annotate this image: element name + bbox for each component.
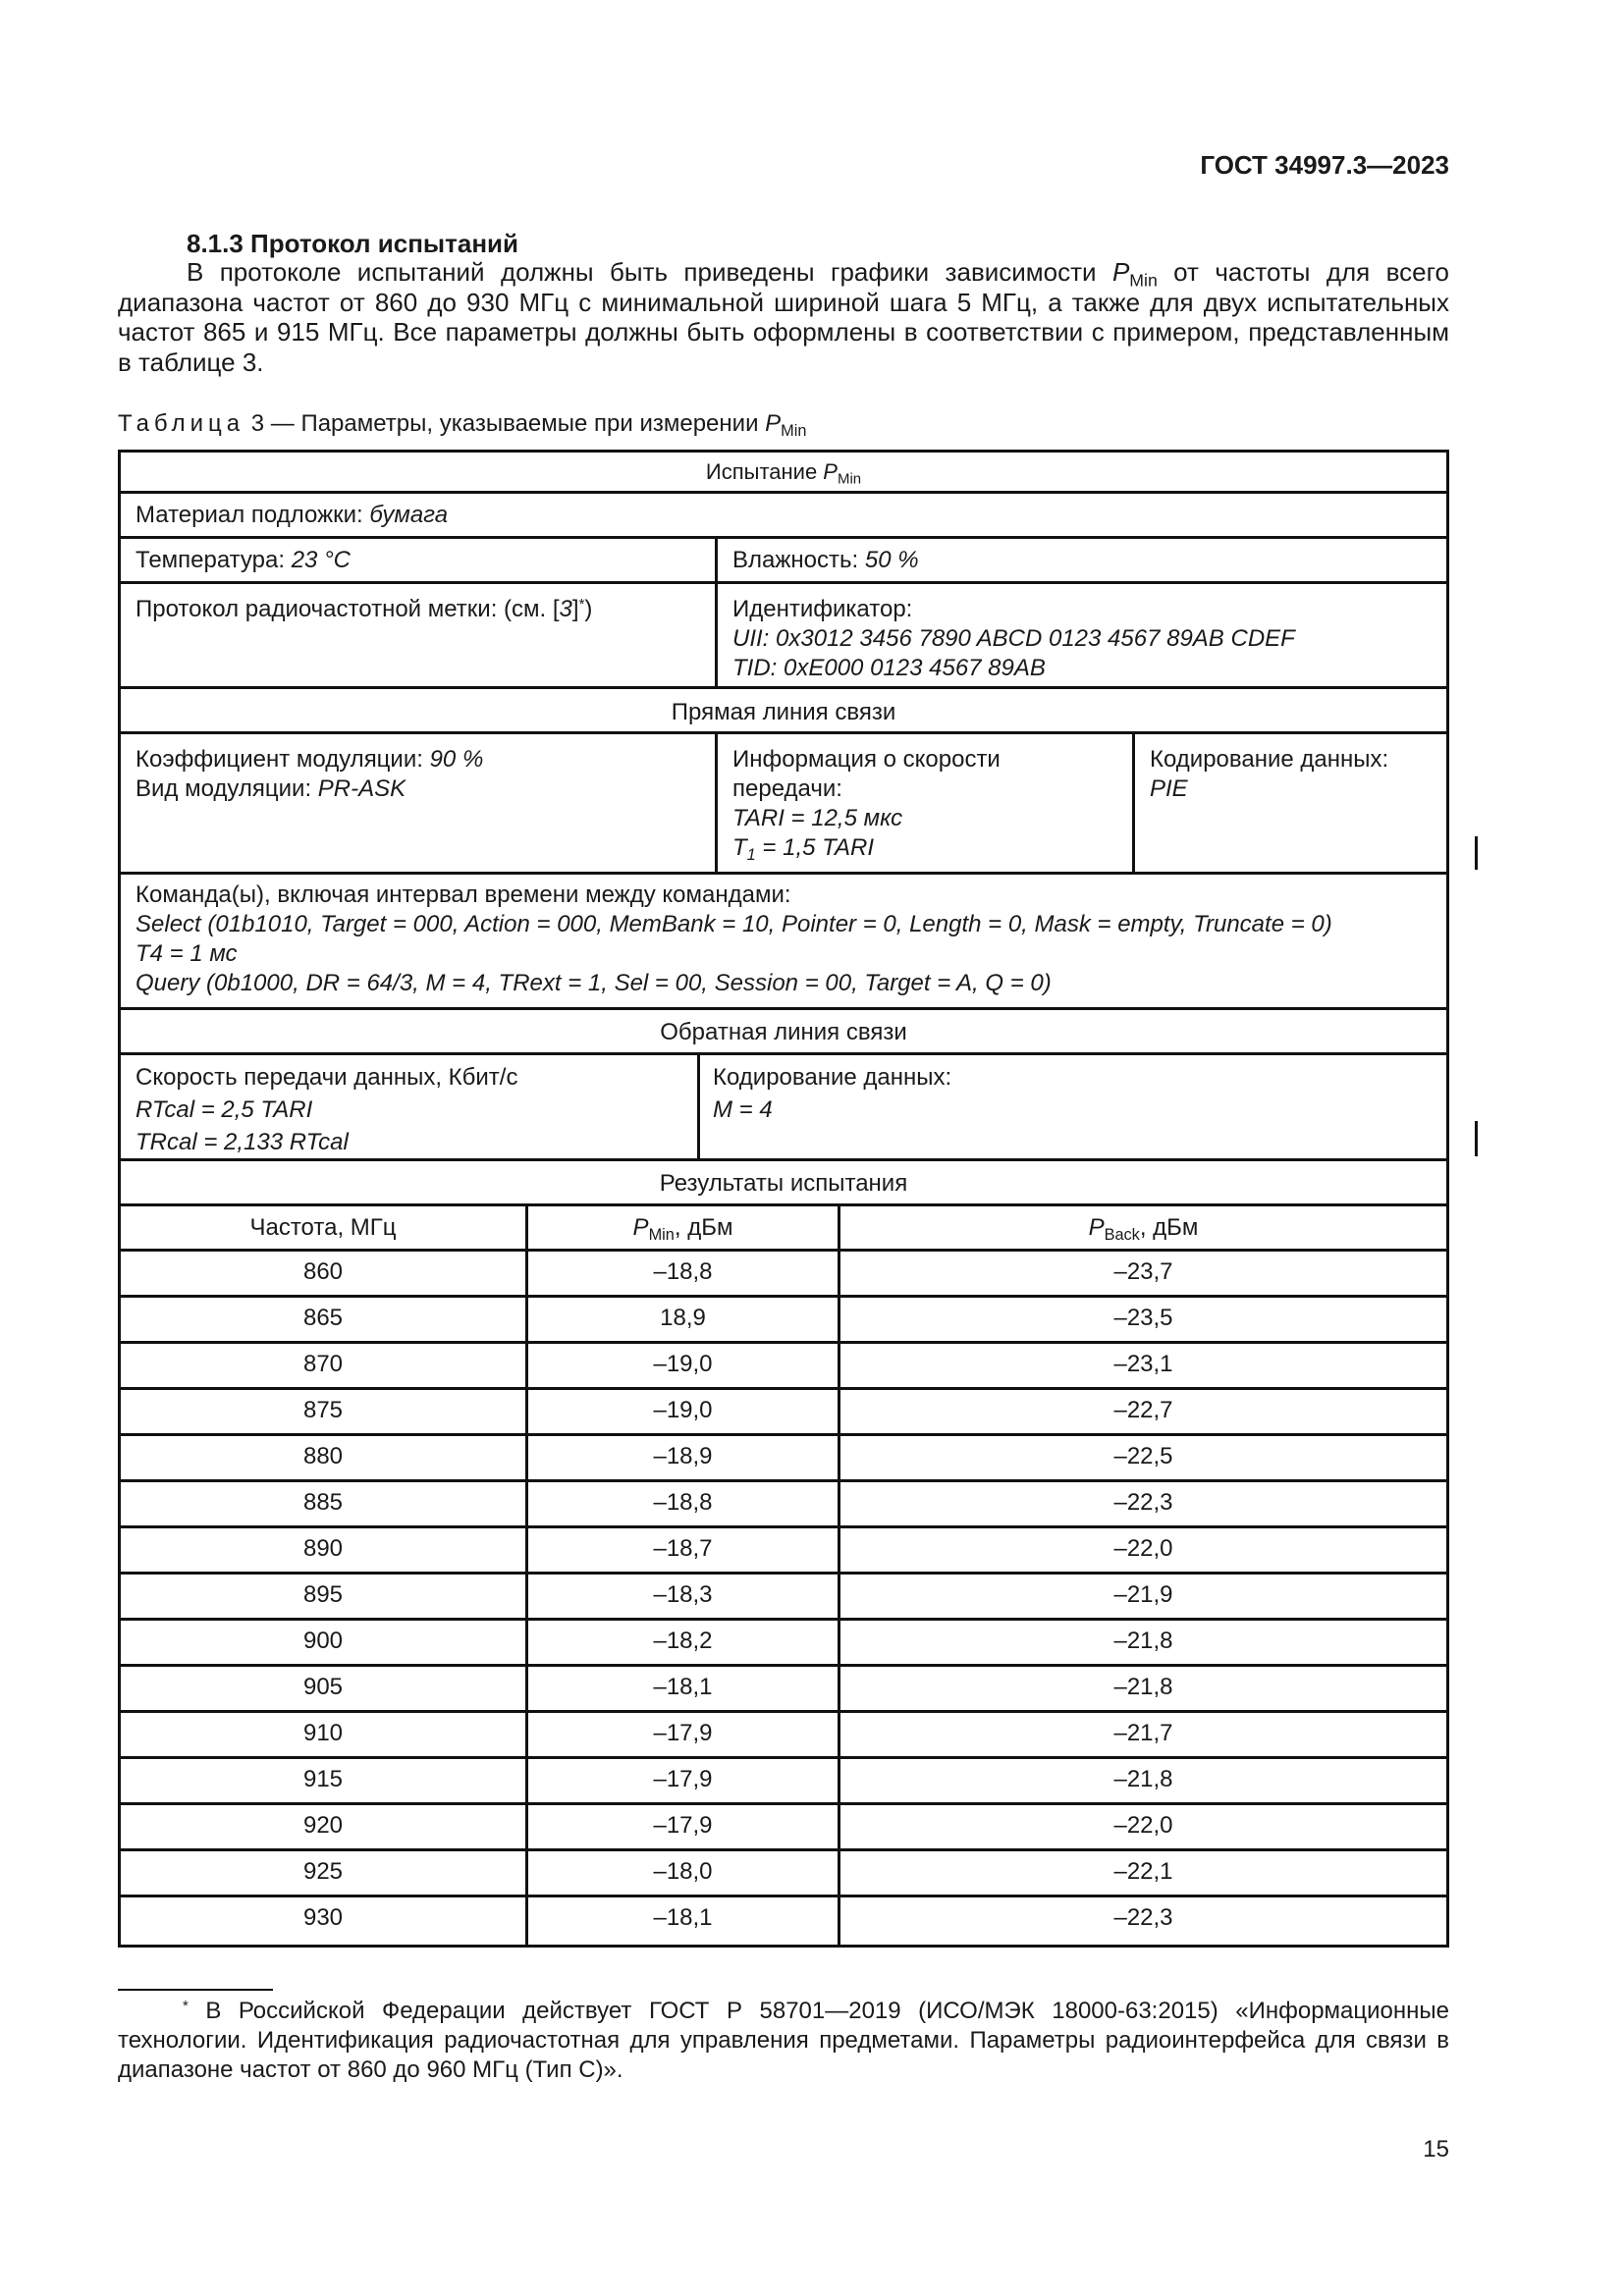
table-rule	[121, 1158, 1446, 1161]
protocol-cell: Протокол радиочастотной метки: (см. [3]*)	[135, 596, 593, 622]
reverse-coding-cell: Кодирование данных: M = 4	[713, 1064, 952, 1123]
caption-p-subscript: Min	[781, 421, 807, 440]
pback-cell: –21,7	[1113, 1720, 1173, 1746]
pmin-cell: –18,2	[653, 1628, 713, 1654]
table-rule	[121, 1710, 1446, 1713]
results-title: Результаты испытания	[659, 1170, 908, 1197]
para-part1: В протоколе испытаний должны быть приведены графики зависимости	[187, 257, 1112, 287]
pmin-cell: –18,8	[653, 1489, 713, 1516]
pback-cell: –22,0	[1113, 1535, 1173, 1562]
table-rule	[121, 1295, 1446, 1298]
temperature-cell: Температура: 23 °C	[135, 547, 351, 573]
pback-cell: –22,1	[1113, 1858, 1173, 1885]
pmin-cell: –18,9	[653, 1443, 713, 1469]
pback-cell: –23,5	[1113, 1305, 1173, 1331]
frequency-cell: 890	[302, 1535, 344, 1562]
document-code: ГОСТ 34997.3—2023	[1200, 150, 1449, 180]
pback-cell: –22,3	[1113, 1904, 1173, 1931]
pback-cell: –23,1	[1113, 1351, 1173, 1377]
table-rule	[121, 1802, 1446, 1805]
humidity-cell: Влажность: 50 %	[732, 547, 919, 573]
pback-cell: –21,9	[1113, 1581, 1173, 1608]
table-rule	[121, 1756, 1446, 1759]
pmin-cell: 18,9	[660, 1305, 706, 1331]
parameters-table	[118, 450, 1449, 1948]
frequency-cell: 880	[302, 1443, 344, 1469]
forward-link-title: Прямая линия связи	[671, 699, 896, 725]
caption-p-symbol: P	[765, 410, 782, 437]
pback-cell: –22,5	[1113, 1443, 1173, 1469]
change-bar	[1475, 1121, 1478, 1156]
frequency-cell: 865	[302, 1305, 344, 1331]
table-rule	[121, 686, 1446, 689]
pmin-cell: –17,9	[653, 1812, 713, 1839]
caption-word: Таблица	[118, 410, 245, 437]
table-rule	[121, 491, 1446, 494]
table-rule	[121, 1572, 1446, 1575]
p-subscript: Min	[1129, 270, 1158, 291]
frequency-cell: 900	[302, 1628, 344, 1654]
table-rule	[715, 536, 718, 686]
table-rule	[121, 1052, 1446, 1055]
frequency-cell: 930	[302, 1904, 344, 1931]
table-rule	[121, 536, 1446, 539]
table-rule	[121, 1433, 1446, 1436]
footnote-rule	[118, 1989, 273, 1991]
modulation-cell: Коэффициент модуляции: 90 % Вид модуляции: PR-ASK	[135, 746, 484, 802]
pmin-cell: –18,1	[653, 1904, 713, 1931]
table-rule	[121, 581, 1446, 584]
footnote-ref: *	[578, 596, 585, 613]
reverse-rate-cell: Скорость передачи данных, Кбит/с RTcal = 2,5 TARI TRcal = 2,133 RTcal	[135, 1064, 518, 1155]
frequency-cell: 870	[302, 1351, 344, 1377]
table-rule	[121, 1341, 1446, 1344]
table-rule	[121, 1479, 1446, 1482]
identifier-cell: Идентификатор: UII: 0x3012 3456 7890 ABCD 0123 4567 89AB CDEF TID: 0xE000 0123 4567 89AB	[732, 596, 1295, 681]
frequency-cell: 875	[302, 1397, 344, 1423]
frequency-cell: 915	[302, 1766, 344, 1792]
table-rule	[121, 872, 1446, 875]
pback-cell: –22,0	[1113, 1812, 1173, 1839]
pmin-cell: –19,0	[653, 1397, 713, 1423]
pback-cell: –21,8	[1113, 1766, 1173, 1792]
table-rule	[121, 1664, 1446, 1667]
footnote-text: В Российской Федерации действует ГОСТ Р 58701—2019 (ИСО/МЭК 18000-63:2015) «Информационные технологии. Идентификация радиочастотная для управления предметами. Параметры радиоинтерфейса для связи в диапазоне частот от 860 до 960 МГц (Тип С)».	[118, 1998, 1449, 2083]
pback-cell: –22,7	[1113, 1397, 1173, 1423]
pback-cell: –22,3	[1113, 1489, 1173, 1516]
forward-coding-cell: Кодирование данных: PIE	[1150, 746, 1389, 802]
column-header-frequency: Частота, МГц	[249, 1214, 397, 1241]
pback-cell: –23,7	[1113, 1258, 1173, 1285]
p-symbol: P	[1111, 257, 1130, 287]
section-heading: 8.1.3 Протокол испытаний	[187, 229, 518, 258]
table-rule	[121, 1525, 1446, 1528]
table-caption	[118, 410, 806, 438]
table-rule	[121, 1895, 1446, 1897]
change-bar	[1475, 836, 1478, 870]
frequency-cell: 910	[302, 1720, 344, 1746]
column-header-pmin: $P_{Min}$, дБм	[632, 1214, 733, 1244]
reverse-link-title: Обратная линия связи	[660, 1019, 907, 1045]
frequency-cell: 925	[302, 1858, 344, 1885]
caption-rest: 3 — Параметры, указываемые при измерении	[244, 410, 766, 437]
frequency-cell: 885	[302, 1489, 344, 1516]
table-rule	[121, 731, 1446, 734]
pmin-cell: –18,3	[653, 1581, 713, 1608]
pmin-cell: –19,0	[653, 1351, 713, 1377]
para-part2: от частоты для всего диапазона частот от 860 до 930 МГц с минимальной шириной шага 5 МГц, а также для двух испытательных частот 865 и 915 МГц. Все параметры должны быть оформлены в соответствии с примером, представленным в таблице 3.	[118, 257, 1449, 378]
pmin-cell: –18,7	[653, 1535, 713, 1562]
table-rule	[121, 1618, 1446, 1621]
pmin-cell: –18,0	[653, 1858, 713, 1885]
table-rule	[1132, 731, 1135, 872]
pmin-cell: –17,9	[653, 1766, 713, 1792]
pback-cell: –21,8	[1113, 1674, 1173, 1700]
footnote	[118, 1997, 1449, 2085]
pmin-cell: –18,8	[653, 1258, 713, 1285]
frequency-cell: 905	[302, 1674, 344, 1700]
frequency-cell: 920	[302, 1812, 344, 1839]
page-number: 15	[1423, 2136, 1449, 2163]
section-paragraph	[118, 257, 1449, 378]
pback-cell: –21,8	[1113, 1628, 1173, 1654]
pmin-cell: –18,1	[653, 1674, 713, 1700]
rate-info-cell: Информация о скорости передачи: TARI = 12,5 мкс $T_1 = 1,5$ TARI	[732, 746, 1001, 864]
column-header-pback: $P_{Back}$, дБм	[1088, 1214, 1199, 1244]
footnote-mark: *	[183, 1998, 189, 2014]
table-rule	[715, 731, 718, 872]
test-title: Испытание $P_{Min}$	[705, 459, 862, 488]
table-rule	[121, 1848, 1446, 1851]
substrate-cell: Материал подложки: бумага	[135, 502, 449, 528]
frequency-cell: 860	[302, 1258, 344, 1285]
frequency-cell: 895	[302, 1581, 344, 1608]
table-rule	[121, 1203, 1446, 1206]
table-rule	[121, 1007, 1446, 1010]
table-rule	[697, 1052, 700, 1158]
commands-cell: Команда(ы), включая интервал времени между командами: Select (01b1010, Target = 000, Action = 000, MemBank = 10, Pointer = 0, Length = 0, Mask = empty, Truncate = 0) T4 = 1 мс Query (0b1000, DR = 64/3, M = 4, TRext = 1, Sel = 00, Session = 00, Target = A, Q = 0)	[135, 881, 1332, 996]
table-rule	[121, 1387, 1446, 1390]
pmin-cell: –17,9	[653, 1720, 713, 1746]
table-rule	[121, 1249, 1446, 1252]
